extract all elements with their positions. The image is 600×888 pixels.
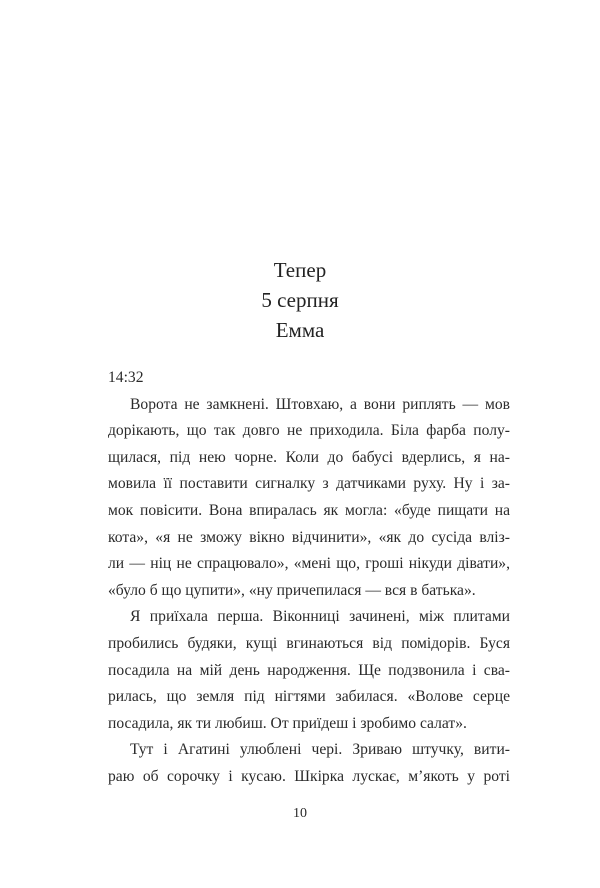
text-line: посадила, як ти любиш. От приїдеш і зробимо салат». bbox=[108, 714, 467, 732]
text-line: Я приїхала перша. Віконниці зачинені, між плитами bbox=[130, 608, 510, 626]
body-text bbox=[108, 365, 510, 791]
chapter-date: 5 серпня bbox=[261, 288, 339, 312]
text-line: кота», «я не зможу вікно відчинити», «як до сусіда вліз- bbox=[108, 528, 510, 546]
timestamp: 14:32 bbox=[108, 369, 144, 386]
text-line: Ворота не замкнені. Штовхаю, а вони риплять — мов bbox=[130, 395, 510, 413]
text-line: мок повісити. Вона впиралась як могла: «буде пищати на bbox=[108, 501, 510, 519]
text-line: рилась, що земля під нігтями забилася. «Волове серце bbox=[108, 688, 510, 706]
text-line: дорікають, що так довго не приходила. Біла фарба полу- bbox=[108, 422, 510, 440]
chapter-heading bbox=[0, 255, 600, 345]
chapter-narrator: Емма bbox=[275, 318, 325, 342]
text-line: раю об сорочку і кусаю. Шкірка лускає, м’якоть у роті bbox=[108, 767, 510, 785]
text-line: пробились будяки, кущі вгинаються від помідорів. Буся bbox=[108, 634, 510, 652]
text-line: ли — ніц не спрацювало», «мені що, гроші нікуди дівати», bbox=[108, 555, 510, 573]
text-line: Тут і Агатині улюблені чері. Зриваю штучку, вити- bbox=[130, 741, 510, 759]
text-line: «було б що цупити», «ну причепилася — вся в батька». bbox=[108, 581, 476, 599]
page-number: 10 bbox=[293, 806, 307, 821]
text-line: щилася, під нею чорне. Коли до бабусі вдерлись, я на- bbox=[108, 448, 510, 466]
text-line: посадила на мій день народження. Ще подзвонила і сва- bbox=[108, 661, 510, 679]
text-line: мовила її поставити сигналку з датчиками руху. Ну і за- bbox=[108, 475, 510, 493]
chapter-title: Тепер bbox=[273, 258, 327, 282]
